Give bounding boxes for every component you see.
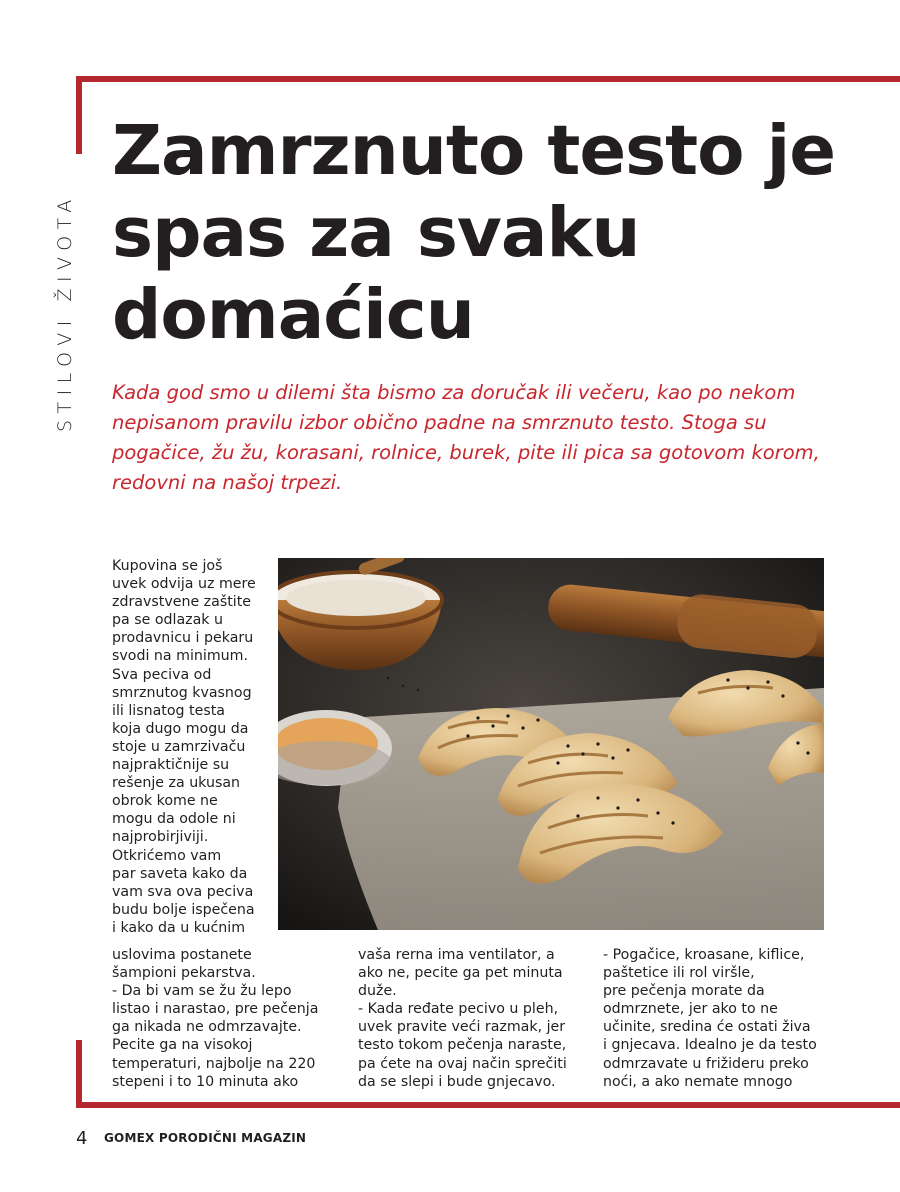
page-number: 4 [76,1128,88,1149]
croissants-photo-illustration [278,558,824,930]
section-label: STILOVI ŽIVOTA [54,193,76,432]
body-column-3: - Pogačice, kroasane, kiflice, paštetice ili rol viršle, pre pečenja morate da odmrznete, jer ako to ne učinite, sredina će ostati živa i gnjecava. Idealno je da testo odmrzavate u frižideru preko noći, a ako nemate mnogo [603,947,817,1090]
croissants-photo [278,558,824,930]
frame-left-rule-bottom [76,1040,82,1108]
body-column-1-continued: uslovima postanete šampioni pekarstva. - Da bi vam se žu žu lepo listao i narastao, pre pečenja ga nikada ne odmrzavajte. Pecite ga na visokoj temperaturi, najbolje na 220 stepeni i to 10 minuta ako [112,947,319,1090]
frame-bottom-rule [76,1102,900,1108]
body-column-1: Kupovina se još uvek odvija uz mere zdravstvene zaštite pa se odlazak u prodavnicu i pekaru svodi na minimum. Sva peciva od smrznutog kvasnog ili lisnatog testa koja dugo mogu da stoje u zamrzivaču najpraktičnije su rešenje za ukusan obrok kome ne mogu da odole ni najprobirjiviji. Otkrićemo vam par saveta kako da vam sva ova peciva budu bolje ispečena i kako da u kućnim [112,558,256,936]
magazine-name: GOMEX PORODIČNI MAGAZIN [104,1131,307,1145]
article-lead: Kada god smo u dilemi šta bismo za doručak ili večeru, kao po nekom nepisanom pravilu izbor obično padne na smrznuto testo. Stoga su pogačice, žu žu, korasani, rolnice, burek, pite ili pica sa gotovom korom, redovni na našoj trpezi. [112,381,820,494]
article-title: Zamrznuto testo je spas za svaku domaćicu [112,111,836,355]
frame-top-rule [76,76,900,82]
body-column-2: vaša rerna ima ventilator, a ako ne, pecite ga pet minuta duže. - Kada ređate pecivo u pleh, uvek pravite veći razmak, jer testo tokom pečenja naraste, pa ćete na ovaj način sprečiti da se slepi i bude gnjecavo. [358,947,567,1090]
